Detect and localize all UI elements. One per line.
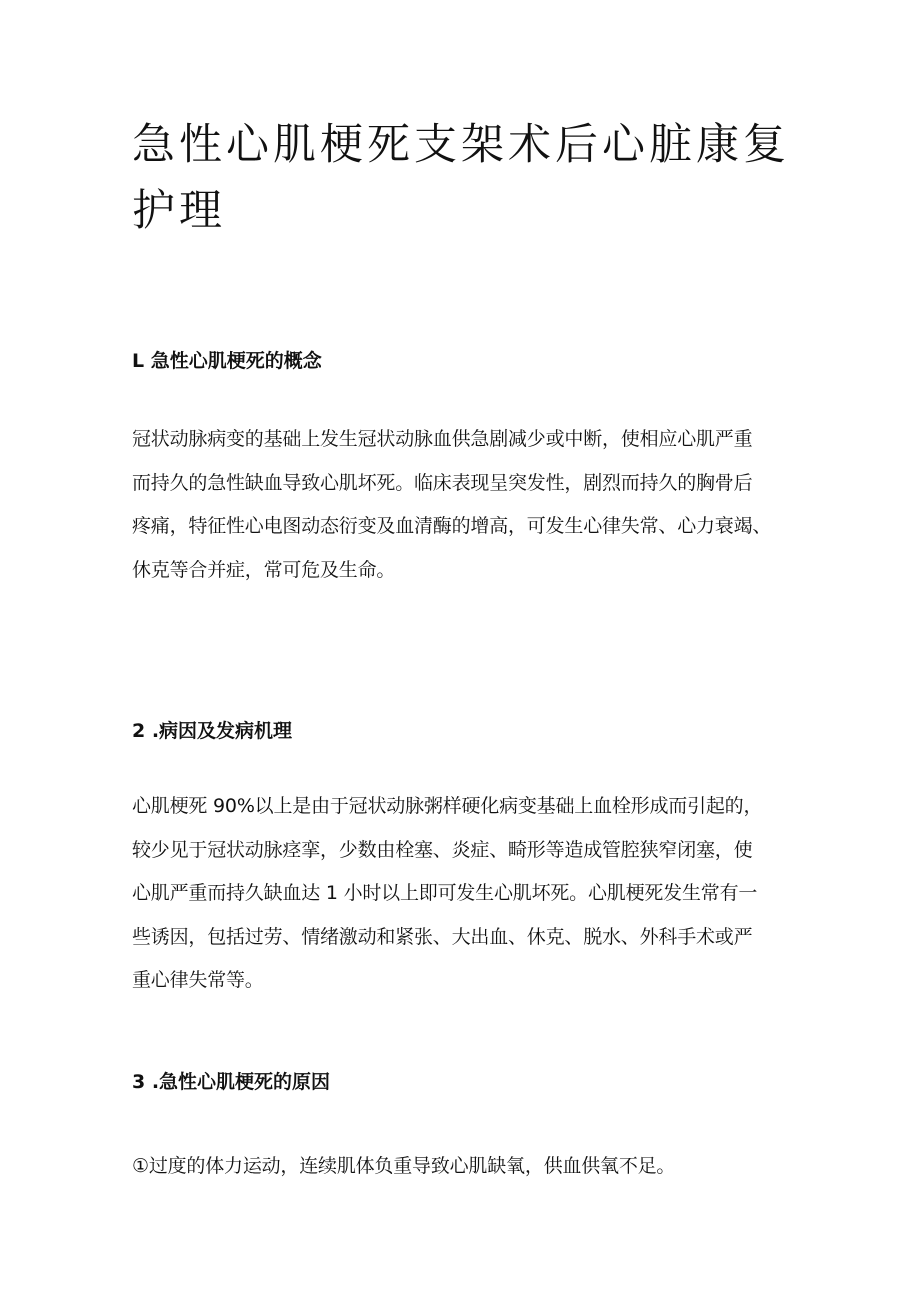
section-paragraph-3 xyxy=(132,1145,812,1189)
paragraph-line: 重心律失常等。 xyxy=(132,969,264,991)
paragraph-line: 而持久的急性缺血导致心肌坏死。临床表现呈突发性，剧烈而持久的胸骨后 xyxy=(132,471,753,494)
section-heading-1: L 急性心肌梗死的概念 xyxy=(132,350,322,372)
section-paragraph-2 xyxy=(132,785,812,1003)
paragraph-line: 冠状动脉病变的基础上发生冠状动脉血供急剧减少或中断，使相应心肌严重 xyxy=(132,428,753,450)
paragraph-line: 心肌严重而持久缺血达 1 小时以上即可发生心肌坏死。心肌梗死发生常有一 xyxy=(132,882,758,904)
section-heading-3: 3 .急性心肌梗死的原因 xyxy=(132,1071,331,1093)
section-heading-2: 2 .病因及发病机理 xyxy=(132,720,293,742)
paragraph-line: 较少见于冠状动脉痉挛，少数由栓塞、炎症、畸形等造成管腔狭窄闭塞，使 xyxy=(132,838,753,861)
document-title: 急性心肌梗死支架术后心脏康复护理 xyxy=(132,120,790,236)
section-paragraph-1 xyxy=(132,418,812,592)
paragraph-line: 些诱因，包括过劳、情绪激动和紧张、大出血、休克、脱水、外科手术或严 xyxy=(132,925,753,948)
paragraph-line: 休克等合并症，常可危及生命。 xyxy=(132,558,396,581)
paragraph-line: ①过度的体力运动，连续肌体负重导致心肌缺氧，供血供氧不足。 xyxy=(132,1155,676,1177)
paragraph-line: 心肌梗死 90%以上是由于冠状动脉粥样硬化病变基础上血栓形成而引起的， xyxy=(132,795,763,817)
paragraph-line: 疼痛，特征性心电图动态衍变及血清酶的增高，可发生心律失常、心力衰竭、 xyxy=(132,515,772,537)
